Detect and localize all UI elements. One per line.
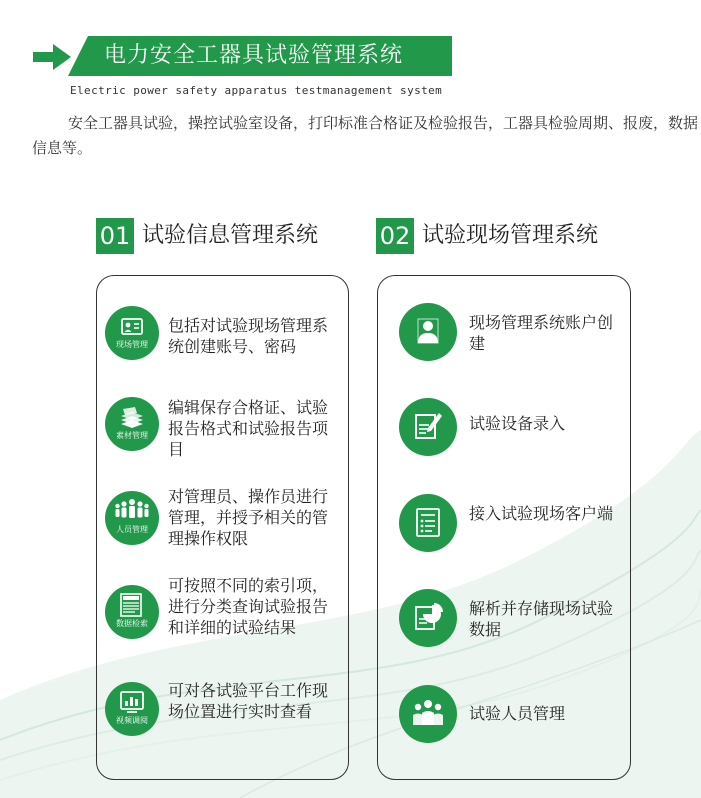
- item-text: 解析并存储现场试验数据: [469, 599, 614, 639]
- item-text: 编辑保存合格证、试验报告格式和试验报告项目: [168, 398, 329, 459]
- page-subtitle: Electric power safety apparatus testmanagement system: [70, 84, 443, 97]
- people-group-icon: [105, 491, 159, 545]
- section-number: 01: [96, 218, 134, 254]
- icon-label: 现场管理: [116, 340, 148, 349]
- client-form-icon: [399, 494, 457, 552]
- newspaper-icon: [105, 585, 159, 639]
- item-text: 包括对试验现场管理系统创建账号、密码: [168, 316, 329, 356]
- page-title: 电力安全工器具试验管理系统: [104, 43, 404, 68]
- icon-label: 素材管理: [116, 431, 148, 440]
- item-text: 可对各试验平台工作现场位置进行实时查看: [168, 681, 329, 721]
- item-text: 试验人员管理: [469, 704, 566, 723]
- item-text: 试验设备录入: [469, 414, 566, 433]
- icon-label: 人员管理: [116, 525, 148, 534]
- id-card-icon: [105, 306, 159, 360]
- icon-label: 数据检索: [116, 619, 148, 628]
- item-text: 可按照不同的索引项，进行分类查询试验报告和详细的试验结果: [168, 576, 329, 637]
- team-icon: [399, 685, 457, 743]
- pie-chart-document-icon: [399, 589, 457, 647]
- icon-label: 视频调阅: [116, 716, 148, 725]
- section-title: 试验信息管理系统: [142, 223, 319, 248]
- user-icon: [399, 303, 457, 361]
- arrow-right-icon: [33, 44, 73, 70]
- monitor-icon: [105, 682, 159, 736]
- books-stack-icon: [105, 397, 159, 451]
- section-title: 试验现场管理系统: [422, 223, 599, 248]
- item-text: 接入试验现场客户端: [469, 504, 614, 523]
- item-text: 对管理员、操作员进行管理，并授予相关的管理操作权限: [168, 487, 329, 548]
- section-number: 02: [376, 218, 414, 254]
- intro-paragraph: 安全工器具试验，操控试验室设备，打印标准合格证及检验报告，工器具检验周期、报废，数据信息等。: [32, 114, 699, 157]
- item-text: 现场管理系统账户创建: [469, 313, 614, 353]
- edit-document-icon: [399, 398, 457, 456]
